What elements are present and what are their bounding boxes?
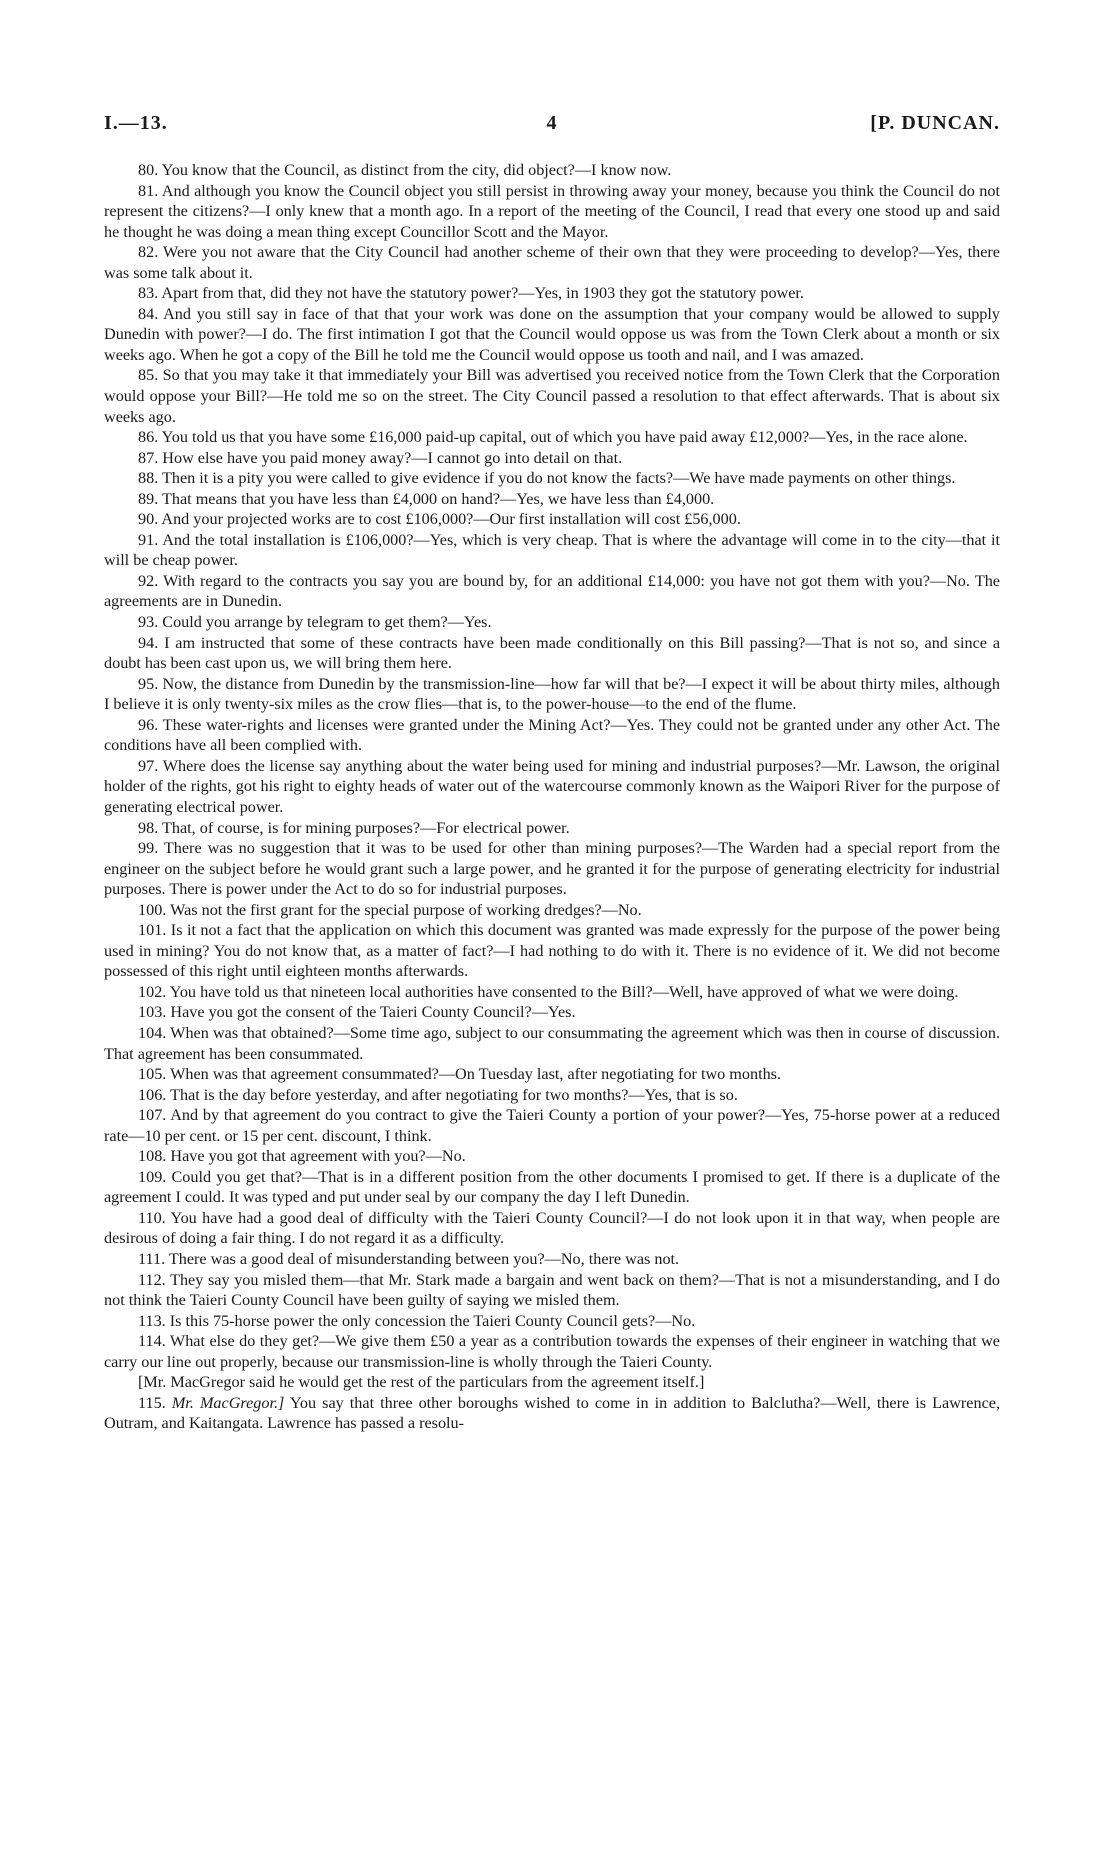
evidence-paragraph: 93. Could you arrange by telegram to get them?—Yes. (138, 613, 492, 632)
page-header (104, 112, 1000, 140)
evidence-paragraph: 101. Is it not a fact that the application on which this document was granted was made expressly for the purpose of the power being used in mining? You do not know that, as a matter of fact?—I had nothing to do with it. There is no evidence of it. We did not become possessed of this right until eighteen months afterwards. (104, 921, 1000, 981)
evidence-paragraph: 105. When was that agreement consummated?—On Tuesday last, after negotiating for two months. (138, 1065, 782, 1084)
evidence-paragraph: 89. That means that you have less than £4,000 on hand?—Yes, we have less than £4,000. (138, 489, 715, 508)
evidence-paragraph: 88. Then it is a pity you were called to give evidence if you do not know the facts?—We have made payments on other things. (138, 469, 956, 488)
evidence-paragraph: 102. You have told us that nineteen local authorities have consented to the Bill?—Well, have approved of what we were doing. (138, 982, 959, 1001)
evidence-paragraph: 92. With regard to the contracts you say you are bound by, for an additional £14,000: you have not got them with you?—No. The agreements are in Dunedin. (104, 571, 1000, 611)
evidence-paragraph: 99. There was no suggestion that it was to be used for other than mining purposes?—The Warden had a special report from the engineer on the subject before he would grant such a large power, and he granted it for the purpose of generating electricity for industrial purposes. There is power under the Act to do so for industrial purposes. (104, 839, 1000, 899)
evidence-paragraph: 80. You know that the Council, as distinct from the city, did object?—I know now. (138, 161, 672, 179)
evidence-paragraph: 97. Where does the license say anything about the water being used for mining and industrial purposes?—Mr. Lawson, the original holder of the rights, got his right to eighty heads of water out of the watercourse commonly known as the Waipori River for the purpose of generating electrical power. (104, 756, 1000, 816)
page-number: 4 (546, 112, 558, 134)
evidence-paragraph: 90. And your projected works are to cost £106,000?—Our first installation will cost £56,000. (138, 510, 741, 529)
evidence-transcript (104, 160, 1000, 1434)
evidence-paragraph: 112. They say you misled them—that Mr. Stark made a bargain and went back on them?—That is not a misunderstanding, and I do not think the Taieri County Council have been guilty of saying we misled them. (104, 1270, 1000, 1310)
evidence-paragraph: 83. Apart from that, did they not have the statutory power?—Yes, in 1903 they got the statutory power. (138, 284, 804, 303)
evidence-paragraph: 96. These water-rights and licenses were granted under the Mining Act?—Yes. They could not be granted under any other Act. The conditions have all been complied with. (104, 715, 1000, 755)
evidence-paragraph: 103. Have you got the consent of the Taieri County Council?—Yes. (138, 1003, 576, 1022)
evidence-paragraph: 82. Were you not aware that the City Council had another scheme of their own that they were proceeding to develop?—Yes, there was some talk about it. (104, 243, 1000, 282)
evidence-paragraph: 106. That is the day before yesterday, and after negotiating for two months?—Yes, that is so. (138, 1085, 738, 1104)
question-number: 115. (138, 1393, 166, 1412)
evidence-paragraph: [Mr. MacGregor said he would get the rest of the particulars from the agreement itself.] (138, 1373, 705, 1392)
evidence-paragraph: 98. That, of course, is for mining purposes?—For electrical power. (138, 818, 570, 837)
evidence-paragraph: 86. You told us that you have some £16,000 paid-up capital, out of which you have paid away £12,000?—Yes, in the race alone. (138, 428, 968, 447)
evidence-paragraph-final (104, 1393, 1000, 1434)
question-text: You say that three other boroughs wished to come in in addition to Balclutha?—Well, there is Lawrence, Outram, and Kaitangata. Lawrence has passed a resolu- (104, 1393, 1000, 1433)
evidence-paragraph: 107. And by that agreement do you contract to give the Taieri County a portion of your power?—Yes, 75-horse power at a reduced rate—10 per cent. or 15 per cent. discount, I think. (104, 1106, 1000, 1145)
speaker-name: Mr. MacGregor.] (171, 1393, 285, 1412)
evidence-paragraph: 100. Was not the first grant for the special purpose of working dredges?—No. (138, 900, 642, 919)
evidence-paragraph: 114. What else do they get?—We give them £50 a year as a contribution towards the expenses of their engineer in watching that we carry our line out properly, because our transmission-line is wholly through the Taieri County. (104, 1332, 1000, 1371)
evidence-paragraph: 110. You have had a good deal of difficulty with the Taieri County Council?—I do not look upon it in that way, when people are desirous of doing a fair thing. I do not regard it as a difficulty. (104, 1208, 1000, 1248)
evidence-paragraph: 104. When was that obtained?—Some time ago, subject to our consummating the agreement which was then in course of discussion. That agreement has been consummated. (104, 1023, 1000, 1063)
evidence-paragraph: 109. Could you get that?—That is in a different position from the other documents I promised to get. If there is a duplicate of the agreement I could. It was typed and put under seal by our company the day I left Dunedin. (104, 1167, 1000, 1207)
evidence-paragraph: 113. Is this 75-horse power the only concession the Taieri County Council gets?—No. (138, 1311, 696, 1330)
paper-reference: I.—13. (104, 112, 168, 134)
evidence-paragraph: 87. How else have you paid money away?—I cannot go into detail on that. (138, 448, 623, 467)
evidence-paragraph: 111. There was a good deal of misunderstanding between you?—No, there was not. (138, 1249, 680, 1268)
evidence-paragraph: 84. And you still say in face of that that your work was done on the assumption that your company would be allowed to supply Dunedin with power?—I do. The first intimation I got that the Council would oppose us was from the Town Clerk about a month or six weeks ago. When he got a copy of the Bill he told me the Council would oppose us tooth and nail, and I was amazed. (104, 304, 1000, 364)
evidence-paragraph: 108. Have you got that agreement with you?—No. (138, 1147, 466, 1166)
evidence-paragraph: 95. Now, the distance from Dunedin by the transmission-line—how far will that be?—I expect it will be about thirty miles, although I believe it is only twenty-six miles as the crow flies—that is, to the power-house—to the end of the flume. (104, 674, 1000, 714)
evidence-paragraph: 85. So that you may take it that immediately your Bill was advertised you received notice from the Town Clerk that the Corporation would oppose your Bill?—He told me so on the street. The City Council passed a resolution to that effect afterwards. That is about six weeks ago. (104, 366, 1000, 426)
witness-name: [P. DUNCAN. (870, 112, 1000, 134)
evidence-paragraph: 81. And although you know the Council object you still persist in throwing away your money, because you think the Council do not represent the citizens?—I only knew that a month ago. In a report of the meeting of the Council, I read that every one stood up and said he thought he was doing a mean thing except Councillor Scott and the Mayor. (104, 181, 1000, 241)
evidence-paragraph: 94. I am instructed that some of these contracts have been made conditionally on this Bill passing?—That is not so, and since a doubt has been cast upon us, we will bring them here. (104, 633, 1000, 673)
evidence-paragraph: 91. And the total installation is £106,000?—Yes, which is very cheap. That is where the advantage will come in to the city—that it will be cheap power. (104, 530, 1000, 570)
